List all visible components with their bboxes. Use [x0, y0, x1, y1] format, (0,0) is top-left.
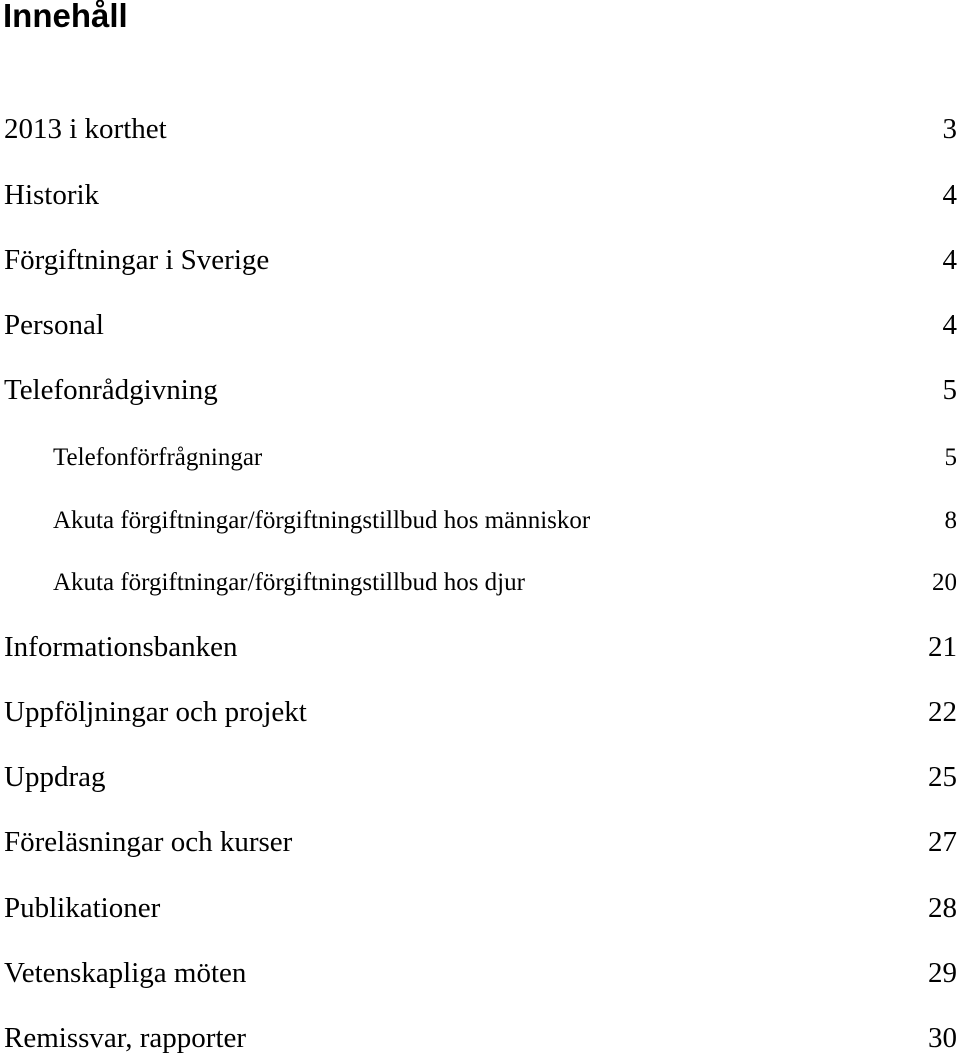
- toc-entry[interactable]: [0, 888, 960, 928]
- toc-entry[interactable]: [0, 1018, 960, 1058]
- toc-entry-label: Historik: [4, 179, 100, 211]
- toc-entry-page: 22: [928, 696, 957, 728]
- toc-entry-label: Föreläsningar och kurser: [4, 826, 293, 858]
- toc-entry-page: 3: [942, 113, 957, 145]
- toc-entry-label: Telefonrådgivning: [4, 374, 218, 406]
- toc-entry-page: 4: [942, 309, 957, 341]
- toc-entry-page: 5: [944, 444, 957, 471]
- toc-entry[interactable]: [0, 175, 960, 215]
- toc-entry-label: Akuta förgiftningar/förgiftningstillbud hos djur: [53, 569, 525, 596]
- toc-entry-page: 25: [928, 761, 957, 793]
- toc-entry-page: 20: [932, 569, 957, 596]
- toc-entry-label: Förgiftningar i Sverige: [4, 244, 270, 276]
- toc-entry-label: Vetenskapliga möten: [4, 957, 247, 989]
- toc-entry-page: 28: [928, 892, 957, 924]
- toc-entry-page: 30: [928, 1022, 957, 1054]
- toc-entry[interactable]: [0, 627, 960, 667]
- toc-entry-page: 8: [944, 507, 957, 534]
- toc-entry-label: Publikationer: [4, 892, 161, 924]
- toc-entry[interactable]: [0, 822, 960, 862]
- toc-entry-label: Uppdrag: [4, 761, 106, 793]
- toc-entry-page: 4: [942, 179, 957, 211]
- toc-subentry[interactable]: [0, 501, 960, 541]
- toc-entry-label: 2013 i korthet: [4, 113, 167, 145]
- toc-entry-label: Telefonförfrågningar: [53, 444, 263, 471]
- toc-entry[interactable]: [0, 953, 960, 993]
- toc-entry-page: 27: [928, 826, 957, 858]
- toc-entry[interactable]: [0, 305, 960, 345]
- toc-entry-page: 5: [942, 374, 957, 406]
- toc-entry[interactable]: [0, 692, 960, 732]
- toc-entry-label: Personal: [4, 309, 104, 341]
- toc-entry-label: Remissvar, rapporter: [4, 1022, 247, 1054]
- toc-entry-label: Informationsbanken: [4, 631, 238, 663]
- toc-entry[interactable]: [0, 240, 960, 280]
- toc-entry-label: Uppföljningar och projekt: [4, 696, 307, 728]
- toc-entry[interactable]: [0, 757, 960, 797]
- toc-entry-page: 4: [942, 244, 957, 276]
- page-title: Innehåll: [3, 0, 128, 34]
- toc-subentry[interactable]: [0, 563, 960, 603]
- toc-entry-label: Akuta förgiftningar/förgiftningstillbud hos människor: [53, 507, 591, 534]
- toc-entry[interactable]: [0, 109, 960, 149]
- toc-entry-page: 21: [928, 631, 957, 663]
- toc-subentry[interactable]: [0, 438, 960, 478]
- toc-entry-page: 29: [928, 957, 957, 989]
- toc-entry[interactable]: [0, 370, 960, 410]
